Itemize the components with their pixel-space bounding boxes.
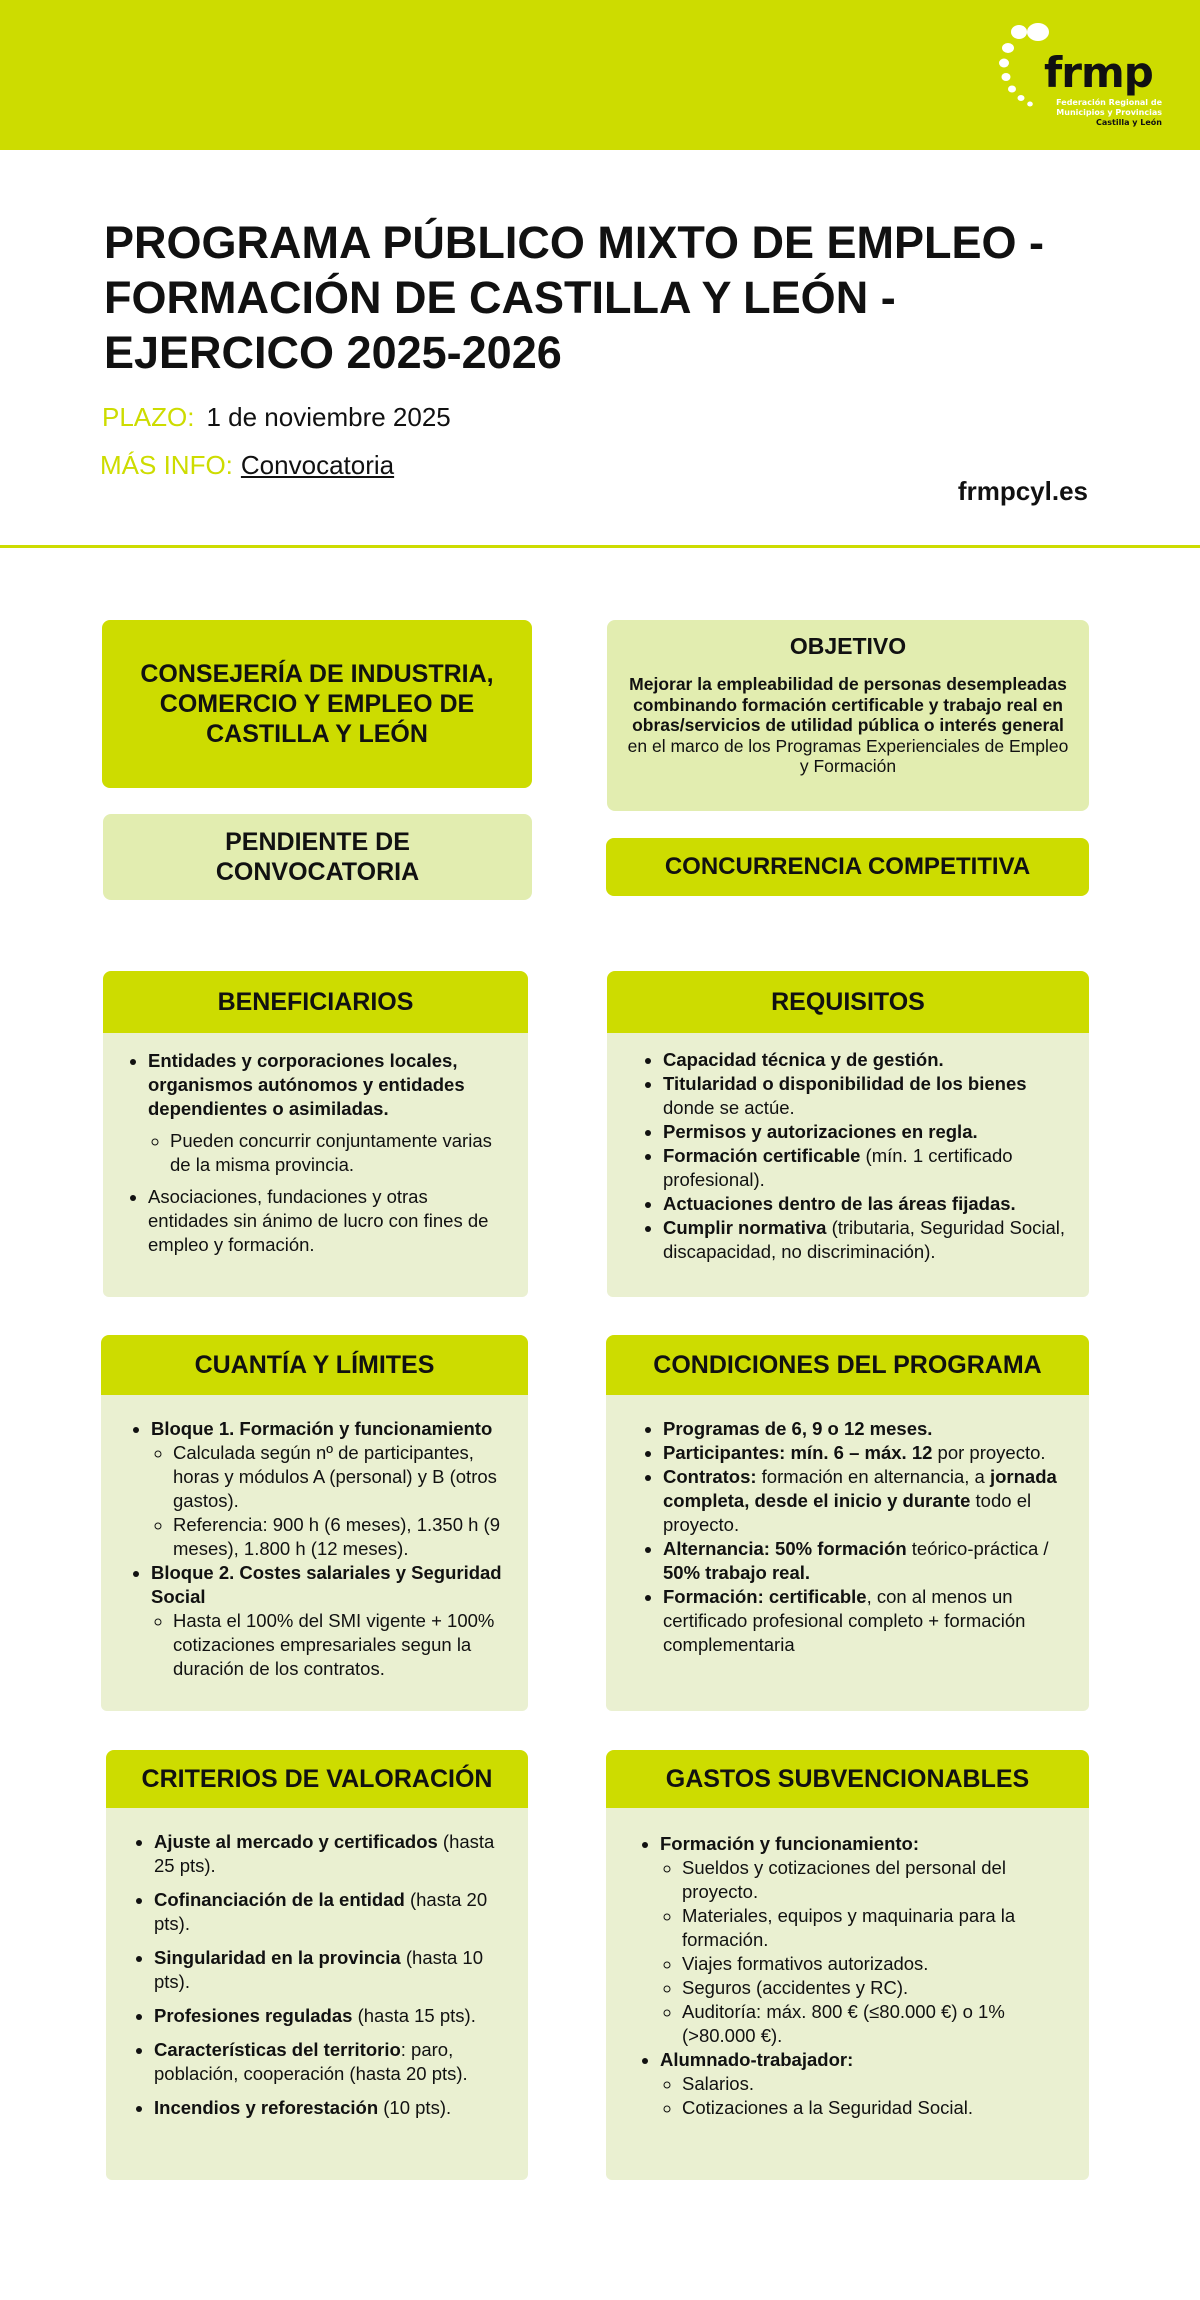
list-item <box>682 2096 1068 2120</box>
list-item-text: Actuaciones dentro de las áreas fijadas. <box>663 1193 1016 1214</box>
list-item-text: (hasta 10 pts). <box>154 1947 484 1992</box>
list-item-text: , con al menos un certificado profesional completo + formación complementaria <box>663 1586 1026 1655</box>
list-item <box>173 1513 514 1561</box>
list-item-text: Titularidad o disponibilidad de los bienes <box>663 1073 1027 1094</box>
list-item-text: Ajuste al mercado y certificados <box>154 1831 438 1852</box>
list-item <box>154 1946 512 1994</box>
list-item <box>154 2004 512 2028</box>
list-item <box>148 1185 506 1257</box>
list-item <box>663 1192 1066 1216</box>
cuantia-body <box>101 1395 528 1711</box>
list-item-text: Sueldos y cotizaciones del personal del proyecto. <box>682 1857 1006 1902</box>
objetivo-text-rest: en el marco de los Programas Experienciales de Empleo y Formación <box>627 735 1069 776</box>
plazo-row <box>102 402 451 433</box>
list-item-text: formación en alternancia, a <box>756 1466 990 1487</box>
pendiente-text: PENDIENTE DE CONVOCATORIA <box>215 828 420 886</box>
info-label: MÁS INFO: <box>100 450 233 480</box>
objetivo-box <box>607 620 1089 811</box>
cuantia-card <box>101 1335 528 1711</box>
list-item-text: Formación: certificable <box>663 1586 867 1607</box>
list-item <box>148 1049 506 1177</box>
list-item-text: Bloque 2. Costes salariales y Seguridad Social <box>151 1562 502 1607</box>
logo-sub-line-3: Castilla y León <box>1096 118 1162 127</box>
list-item <box>154 2038 512 2086</box>
condiciones-body <box>606 1395 1089 1711</box>
list-item-text: todo el proyecto. <box>663 1490 1032 1535</box>
gastos-card <box>606 1750 1089 2180</box>
list-item-text: : paro, población, cooperación (hasta 20 pts). <box>154 2039 468 2084</box>
frmp-logo <box>992 20 1162 130</box>
list-item-text: Auditoría: máx. 800 € (≤80.000 €) o 1% (>80.000 €). <box>682 2001 1005 2046</box>
objetivo-title: OBJETIVO <box>789 633 907 659</box>
list-item <box>682 2072 1068 2096</box>
list-item-text: Calculada según nº de participantes, horas y módulos A (personal) y B (otros gastos). <box>173 1442 497 1511</box>
list-item <box>663 1072 1066 1120</box>
list-item <box>154 1830 512 1878</box>
list-item <box>682 1976 1068 2000</box>
list-item <box>173 1609 514 1681</box>
list-item-text: teórico-práctica / <box>906 1538 1049 1559</box>
pendiente-box <box>103 814 532 900</box>
beneficiarios-card <box>103 971 528 1297</box>
list-item-text: por proyecto. <box>932 1442 1046 1463</box>
list-item <box>682 1904 1068 1952</box>
list-item-text: Seguros (accidentes y RC). <box>682 1977 909 1998</box>
list-item-text: Formación y funcionamiento: <box>660 1833 920 1854</box>
list-item-text: Bloque 1. Formación y funcionamiento <box>151 1418 493 1439</box>
list-item-text: jornada completa, desde el inicio y durante <box>663 1466 1057 1511</box>
list-item-text: Cofinanciación de la entidad <box>154 1889 405 1910</box>
list-item-text: (hasta 25 pts). <box>154 1831 495 1876</box>
gastos-title: GASTOS SUBVENCIONABLES <box>606 1750 1089 1808</box>
list-item-text: Capacidad técnica y de gestión. <box>663 1049 944 1070</box>
list-item-text: donde se actúe. <box>663 1097 795 1118</box>
gastos-body <box>606 1808 1089 2180</box>
list-item-text: 50% trabajo real. <box>663 1562 811 1583</box>
beneficiarios-title: BENEFICIARIOS <box>103 971 528 1033</box>
concurrencia-text: CONCURRENCIA COMPETITIVA <box>664 853 1031 880</box>
concurrencia-box <box>606 838 1089 896</box>
plazo-label: PLAZO: <box>102 402 195 432</box>
list-item-text: (mín. 1 certificado profesional). <box>663 1145 1013 1190</box>
list-item-text: Entidades y corporaciones locales, organismos autónomos y entidades dependientes o asimiladas. <box>148 1050 465 1119</box>
list-item-text: Alumnado-trabajador: <box>660 2049 854 2070</box>
list-item <box>663 1144 1066 1192</box>
list-item-text: Profesiones reguladas <box>154 2005 353 2026</box>
list-item <box>660 2048 1068 2120</box>
criterios-title: CRITERIOS DE VALORACIÓN <box>106 1750 528 1808</box>
logo-sub-line-2: Municipios y Provincias <box>1056 108 1162 117</box>
info-row <box>100 450 394 481</box>
plazo-value: 1 de noviembre 2025 <box>206 402 451 432</box>
list-item-text: (10 pts). <box>378 2097 452 2118</box>
list-item <box>682 1952 1068 1976</box>
consejeria-text: CONSEJERÍA DE INDUSTRIA, COMERCIO Y EMPLEO DE CASTILLA Y LEÓN <box>140 660 494 748</box>
logo-wordmark: frmp <box>1044 48 1153 97</box>
list-item-text: Salarios. <box>682 2073 754 2094</box>
list-item-text: Formación certificable <box>663 1145 861 1166</box>
list-item <box>663 1441 1066 1465</box>
criterios-card <box>106 1750 528 2180</box>
list-item-text: Hasta el 100% del SMI vigente + 100% cotizaciones empresariales segun la duración de los contratos. <box>173 1610 495 1679</box>
list-item-text: Materiales, equipos y maquinaria para la formación. <box>682 1905 1016 1950</box>
list-item <box>663 1120 1066 1144</box>
list-item <box>663 1216 1066 1264</box>
page-title: PROGRAMA PÚBLICO MIXTO DE EMPLEO - FORMACIÓN DE CASTILLA Y LEÓN - EJERCICO 2025-2026 <box>104 217 1045 378</box>
list-item-text: (hasta 20 pts). <box>154 1889 488 1934</box>
list-item <box>170 1129 506 1177</box>
list-item <box>173 1441 514 1513</box>
objetivo-text <box>627 674 1069 777</box>
list-item-text: Singularidad en la provincia <box>154 1947 401 1968</box>
list-item-text: Referencia: 900 h (6 meses), 1.350 h (9 meses), 1.800 h (12 meses). <box>173 1514 501 1559</box>
logo-subtitle <box>1044 98 1162 128</box>
list-item-text: Cotizaciones a la Seguridad Social. <box>682 2097 974 2118</box>
list-item-text: Pueden concurrir conjuntamente varias de la misma provincia. <box>170 1130 492 1175</box>
requisitos-card <box>607 971 1089 1297</box>
objetivo-text-bold: Mejorar la empleabilidad de personas desempleadas combinando formación certificable y trabajo real en obras/servicios de utilidad pública o interés general <box>629 674 1067 735</box>
list-item <box>154 1888 512 1936</box>
list-item <box>663 1465 1066 1537</box>
list-item <box>660 1832 1068 2048</box>
list-item <box>663 1537 1066 1585</box>
list-item-text: Asociaciones, fundaciones y otras entidades sin ánimo de lucro con fines de empleo y formación. <box>148 1186 489 1255</box>
consejeria-box <box>102 620 532 788</box>
list-item-text: Permisos y autorizaciones en regla. <box>663 1121 978 1142</box>
condiciones-card <box>606 1335 1089 1711</box>
list-item-text: Contratos: <box>663 1466 757 1487</box>
list-item <box>154 2096 512 2120</box>
list-item-text: (tributaria, Seguridad Social, discapacidad, no discriminación). <box>663 1217 1066 1262</box>
list-item-text: Participantes: mín. 6 – máx. 12 <box>663 1442 933 1463</box>
list-item-text: Incendios y reforestación <box>154 2097 379 2118</box>
criterios-body <box>106 1808 528 2180</box>
requisitos-title: REQUISITOS <box>607 971 1089 1033</box>
list-item <box>663 1585 1066 1657</box>
condiciones-title: CONDICIONES DEL PROGRAMA <box>606 1335 1089 1395</box>
list-item <box>682 2000 1068 2048</box>
convocatoria-link[interactable]: Convocatoria <box>240 450 395 480</box>
divider <box>0 545 1200 548</box>
list-item-text: Alternancia: 50% formación <box>663 1538 907 1559</box>
list-item-text: Viajes formativos autorizados. <box>682 1953 929 1974</box>
list-item <box>663 1417 1066 1441</box>
site-url: frmpcyl.es <box>957 476 1088 506</box>
logo-sub-line-1: Federación Regional de <box>1056 98 1162 107</box>
logo-dots-icon <box>992 20 1052 120</box>
list-item <box>151 1561 514 1681</box>
list-item-text: Cumplir normativa <box>663 1217 827 1238</box>
list-item-text: Características del territorio <box>154 2039 401 2060</box>
list-item-text: Programas de 6, 9 o 12 meses. <box>663 1418 933 1439</box>
list-item <box>151 1417 514 1561</box>
beneficiarios-body <box>103 1033 528 1297</box>
header-bar <box>0 0 1200 150</box>
requisitos-body <box>607 1033 1089 1297</box>
list-item-text: (hasta 15 pts). <box>352 2005 476 2026</box>
list-item <box>663 1048 1066 1072</box>
cuantia-title: CUANTÍA Y LÍMITES <box>101 1335 528 1395</box>
list-item <box>682 1856 1068 1904</box>
